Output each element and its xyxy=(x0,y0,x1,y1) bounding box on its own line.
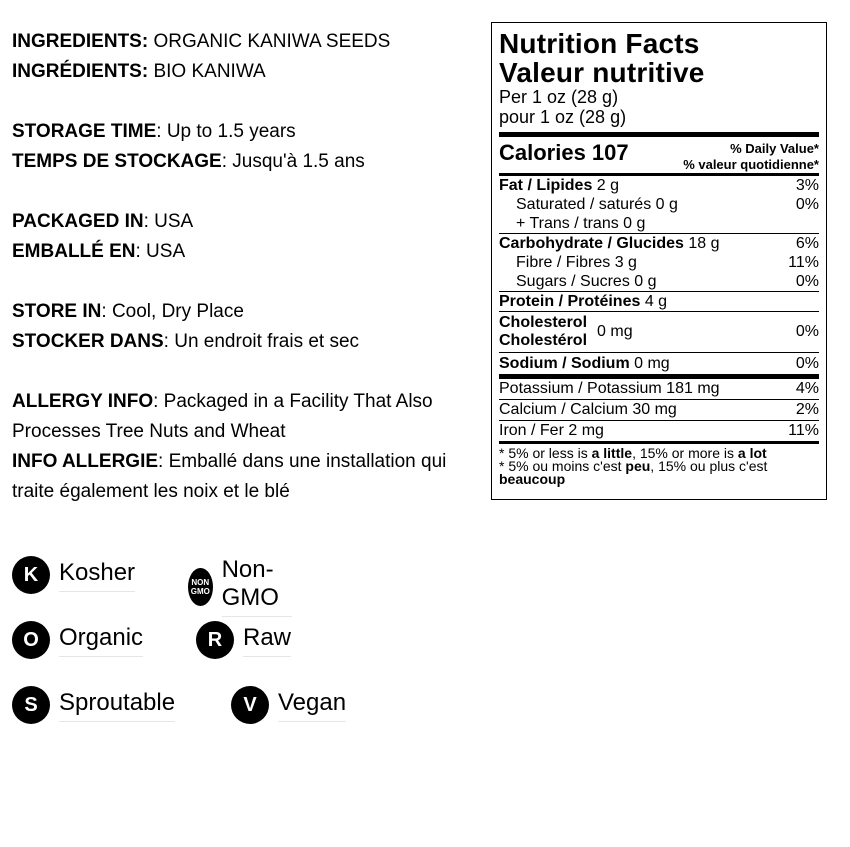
footnote-en-a: * 5% or less is xyxy=(499,445,592,461)
footnote-en-c: , 15% or more is xyxy=(632,445,738,461)
carb-amount: 18 g xyxy=(683,235,720,252)
calories-row xyxy=(499,137,819,173)
sproutable-icon: S xyxy=(12,686,50,724)
footnote-fr xyxy=(499,460,819,486)
badge-label: Sproutable xyxy=(59,689,175,722)
protein-amount: 4 g xyxy=(640,293,668,310)
ingredients-fr-line xyxy=(12,57,482,87)
fat-label: Fat / Lipides xyxy=(499,177,593,194)
ingredients-fr-label: INGRÉDIENTS: xyxy=(12,61,149,82)
footnote-fr-c: , 15% ou plus c'est xyxy=(650,458,768,474)
cholesterol-dv: 0% xyxy=(795,323,819,340)
badge-raw xyxy=(196,621,291,659)
badge-label: Kosher xyxy=(59,559,135,592)
serving-size-en: Per 1 oz (28 g) xyxy=(499,87,619,107)
cholesterol-label-fr: Cholestérol xyxy=(499,332,588,349)
ingredients-value: ORGANIC KANIWA SEEDS xyxy=(148,31,391,52)
nutrition-title-en: Nutrition Facts xyxy=(499,28,700,59)
cholesterol-label xyxy=(499,314,587,350)
potassium-dv: 4% xyxy=(795,380,819,397)
calcium-row xyxy=(499,400,819,420)
organic-icon: O xyxy=(12,621,50,659)
non-gmo-icon: NON GMO xyxy=(188,568,213,606)
potassium-row xyxy=(499,379,819,399)
saturated-dv: 0% xyxy=(795,196,819,213)
serving-size-fr: pour 1 oz (28 g) xyxy=(499,107,627,127)
ingredients-label: INGREDIENTS: xyxy=(12,31,149,52)
badge-sproutable xyxy=(12,686,175,724)
footnote-fr-b: peu xyxy=(625,458,651,474)
raw-icon: R xyxy=(196,621,234,659)
footnote xyxy=(499,444,819,486)
fibre-label: Fibre / Fibres 3 g xyxy=(516,254,637,271)
sugars-dv: 0% xyxy=(795,273,819,290)
badge-label: Organic xyxy=(59,624,143,657)
store-line xyxy=(12,297,482,327)
ingredients-line xyxy=(12,27,482,57)
ingredients-fr-value: BIO KANIWA xyxy=(148,61,266,82)
sodium-row xyxy=(499,353,819,374)
cholesterol-amount: 0 mg xyxy=(597,323,633,340)
product-info xyxy=(12,27,482,507)
footnote-fr-a: * 5% ou moins c'est xyxy=(499,458,626,474)
cholesterol-label-en: Cholesterol xyxy=(499,314,588,331)
allergy-label: ALLERGY INFO xyxy=(12,391,154,412)
footnote-en-b: a little xyxy=(591,445,633,461)
badge-organic xyxy=(12,621,143,659)
sugars-label: Sugars / Sucres 0 g xyxy=(516,273,657,290)
packaged-value: : USA xyxy=(143,211,194,232)
cholesterol-row xyxy=(499,312,819,352)
footnote-en-d: a lot xyxy=(737,445,767,461)
iron-dv: 11% xyxy=(788,422,819,439)
fibre-dv: 11% xyxy=(788,254,819,271)
calcium-label: Calcium / Calcium 30 mg xyxy=(499,401,677,418)
storage-value: : Up to 1.5 years xyxy=(156,121,296,142)
packaged-fr-label: EMBALLÉ EN xyxy=(12,241,136,262)
store-fr-line xyxy=(12,327,482,357)
footnote-fr-d: beaucoup xyxy=(499,471,566,487)
badge-label: Non-GMO xyxy=(222,556,293,617)
allergy-fr-value: : Emballé dans une installation qui traite également les noix et le blé xyxy=(12,451,447,502)
badge-kosher xyxy=(12,556,135,594)
calories-label: Calories 107 xyxy=(499,140,629,165)
storage-fr-label: TEMPS DE STOCKAGE xyxy=(12,151,222,172)
sodium-label: Sodium / Sodium xyxy=(499,355,630,372)
trans-row xyxy=(499,214,819,233)
allergy-line xyxy=(12,387,482,447)
fibre-row xyxy=(499,253,819,272)
storage-fr-line xyxy=(12,147,482,177)
protein-row xyxy=(499,292,819,311)
badge-non-gmo xyxy=(188,556,292,617)
trans-label: + Trans / trans 0 g xyxy=(516,215,646,232)
store-fr-label: STOCKER DANS xyxy=(12,331,164,352)
store-value: : Cool, Dry Place xyxy=(101,301,244,322)
sodium-dv: 0% xyxy=(795,355,819,372)
nutrition-title-fr: Valeur nutritive xyxy=(499,57,705,88)
packaged-line xyxy=(12,207,482,237)
vegan-icon: V xyxy=(231,686,269,724)
fat-amount: 2 g xyxy=(592,177,620,194)
sodium-amount: 0 mg xyxy=(629,355,670,372)
storage-label: STORAGE TIME xyxy=(12,121,157,142)
iron-label: Iron / Fer 2 mg xyxy=(499,422,604,439)
carb-label: Carbohydrate / Glucides xyxy=(499,235,684,252)
packaged-label: PACKAGED IN xyxy=(12,211,144,232)
store-fr-value: : Un endroit frais et sec xyxy=(163,331,360,352)
allergy-fr-label: INFO ALLERGIE xyxy=(12,451,159,472)
badge-label: Raw xyxy=(243,624,291,657)
daily-value-fr: % valeur quotidienne* xyxy=(683,157,819,172)
daily-value-en: % Daily Value* xyxy=(730,141,819,156)
storage-line xyxy=(12,117,482,147)
protein-label: Protein / Protéines xyxy=(499,293,641,310)
saturated-label: Saturated / saturés 0 g xyxy=(516,196,678,213)
potassium-label: Potassium / Potassium 181 mg xyxy=(499,380,720,397)
store-label: STORE IN xyxy=(12,301,102,322)
packaged-fr-value: : USA xyxy=(135,241,186,262)
packaged-fr-line xyxy=(12,237,482,267)
badge-vegan xyxy=(231,686,346,724)
calcium-dv: 2% xyxy=(795,401,819,418)
saturated-row xyxy=(499,195,819,214)
storage-fr-value: : Jusqu'à 1.5 ans xyxy=(221,151,365,172)
nutrition-facts-panel xyxy=(491,22,827,500)
iron-row xyxy=(499,421,819,441)
badge-label: Vegan xyxy=(278,689,346,722)
allergy-value: : Packaged in a Facility That Also Processes Tree Nuts and Wheat xyxy=(12,391,433,442)
fat-dv: 3% xyxy=(795,177,819,194)
carb-row xyxy=(499,234,819,253)
daily-value-header xyxy=(683,141,819,173)
carb-dv: 6% xyxy=(795,235,819,252)
fat-row xyxy=(499,176,819,195)
kosher-icon: K xyxy=(12,556,50,594)
allergy-fr-line xyxy=(12,447,482,507)
sugars-row xyxy=(499,272,819,291)
